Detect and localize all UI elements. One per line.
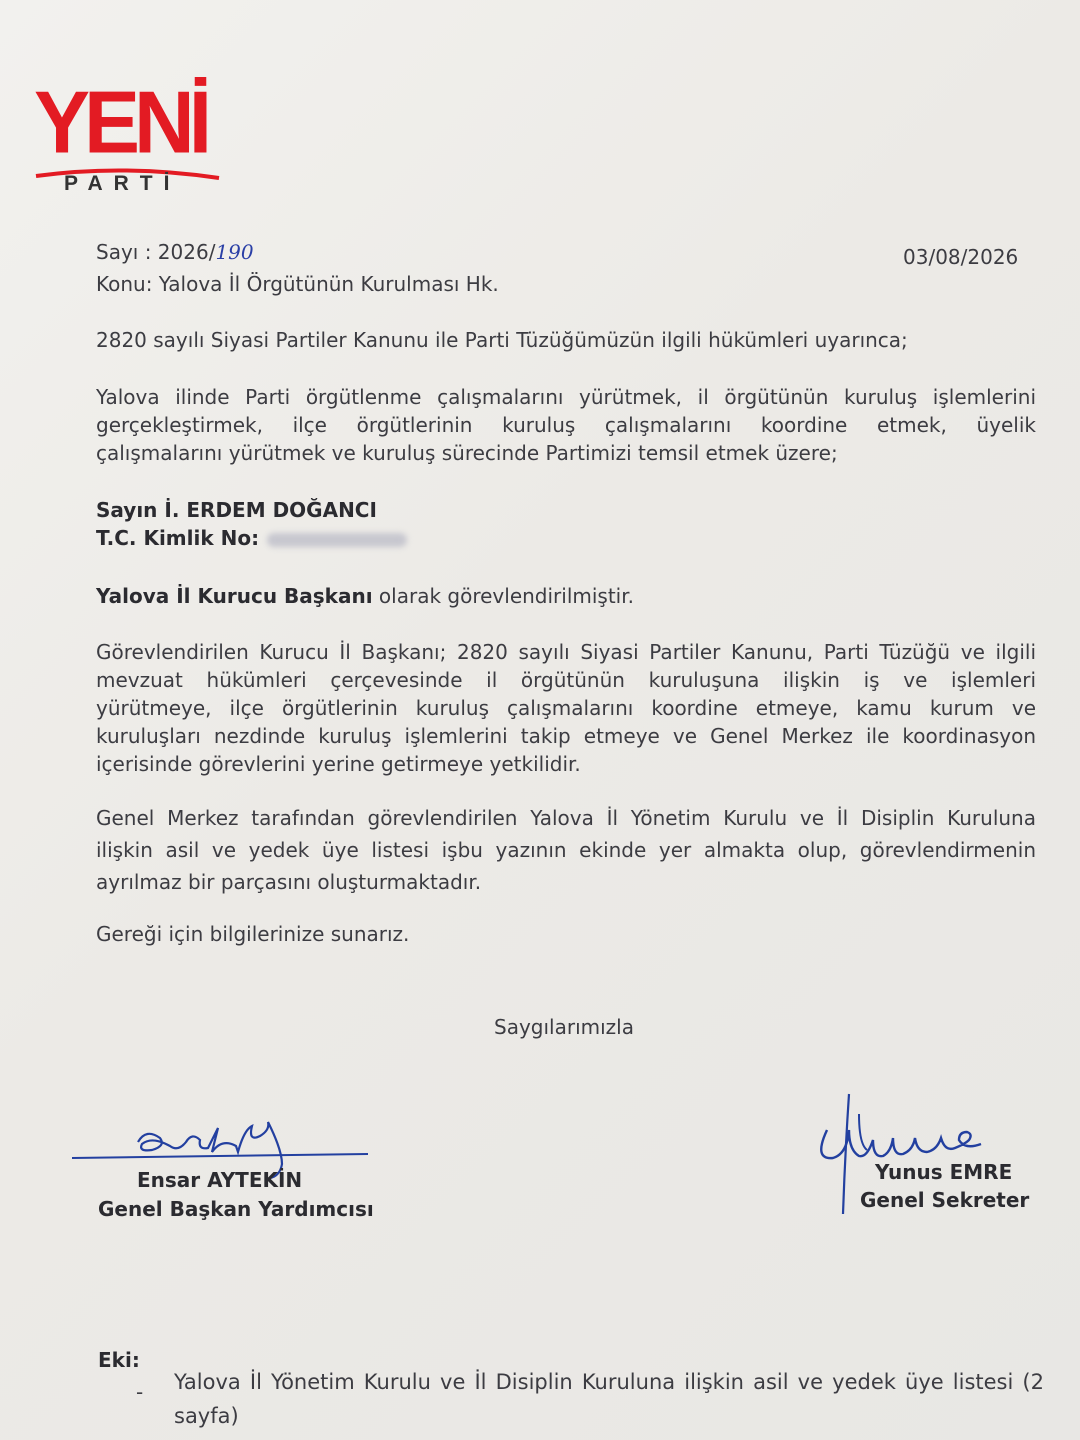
id-label: T.C. Kimlik No:	[96, 526, 260, 550]
role-title: Yalova İl Kurucu Başkanı	[96, 584, 373, 608]
party-logo	[34, 72, 224, 200]
redacted-id-number	[267, 533, 407, 547]
appointee-name: Sayın İ. ERDEM DOĞANCI	[96, 498, 377, 522]
para2-line: kuruluşları nezdinde kuruluş işlemlerini takip etmeye ve Genel Merkez ile koordinasyon	[96, 724, 1036, 748]
para2-line: yürütmeye, ilçe örgütlerinin kuruluş çalışmalarını koordine etmeye, kamu kurum ve	[96, 696, 1036, 720]
attachment-note-paragraph	[96, 804, 1036, 896]
logo-main-text: YENİ	[34, 72, 207, 172]
purpose-paragraph	[96, 383, 1036, 467]
attachment-item	[174, 1366, 1044, 1432]
closing-sentence: Gereği için bilgilerinize sunarız.	[96, 922, 410, 946]
para1-line: çalışmalarını yürütmek ve kuruluş sürecinde Partimizi temsil etmek üzere;	[96, 441, 838, 465]
para2-line: içerisinde görevlerini yerine getirmeye yetkilidir.	[96, 752, 581, 776]
document-number	[96, 238, 254, 266]
signer-right-title: Genel Sekreter	[860, 1188, 1030, 1212]
attachment-item-line: sayfa)	[174, 1404, 239, 1428]
number-label: Sayı : 2026/	[96, 240, 216, 264]
logo-sub-text: PARTİ	[64, 172, 181, 195]
regards: Saygılarımızla	[494, 1015, 634, 1039]
intro-paragraph: 2820 sayılı Siyasi Partiler Kanunu ile Parti Tüzüğümüzün ilgili hükümleri uyarınca;	[96, 328, 908, 352]
attachment-bullet: -	[136, 1380, 144, 1404]
attachment-item-line: Yalova İl Yönetim Kurulu ve İl Disiplin Kuruluna ilişkin asil ve yedek üye listesi (2	[174, 1370, 1044, 1394]
signer-left-title: Genel Başkan Yardımcısı	[98, 1197, 374, 1221]
role-statement	[96, 582, 634, 610]
attachments-label: Eki:	[98, 1348, 140, 1372]
para3-line: ilişkin asil ve yedek üye listesi işbu yazının ekinde yer almakta olup, görevlendirmenin	[96, 838, 1036, 862]
signer-left-name: Ensar AYTEKİN	[137, 1168, 303, 1192]
role-rest: olarak görevlendirilmiştir.	[372, 584, 634, 608]
para3-line: Genel Merkez tarafından görevlendirilen Yalova İl Yönetim Kurulu ve İl Disiplin Kuruluna	[96, 806, 1036, 830]
para1-line: Yalova ilinde Parti örgütlenme çalışmalarını yürütmek, il örgütünün kuruluş işlemlerini	[96, 385, 1036, 409]
authority-paragraph	[96, 638, 1036, 778]
id-number-row	[96, 524, 407, 552]
para2-line: Görevlendirilen Kurucu İl Başkanı; 2820 sayılı Siyasi Partiler Kanunu, Parti Tüzüğü ve ilgili	[96, 640, 1036, 664]
para3-line: ayrılmaz bir parçasını oluşturmaktadır.	[96, 870, 482, 894]
para1-line: gerçekleştirmek, ilçe örgütlerinin kuruluş çalışmalarını koordine etmek, üyelik	[96, 413, 1036, 437]
para2-line: mevzuat hükümleri çerçevesinde il örgütünün kuruluşuna ilişkin iş ve işlemleri	[96, 668, 1036, 692]
signer-right-name: Yunus EMRE	[875, 1160, 1013, 1184]
document-subject: Konu: Yalova İl Örgütünün Kurulması Hk.	[96, 272, 499, 296]
document-date: 03/08/2026	[903, 245, 1019, 269]
handwritten-number: 190	[215, 240, 254, 264]
